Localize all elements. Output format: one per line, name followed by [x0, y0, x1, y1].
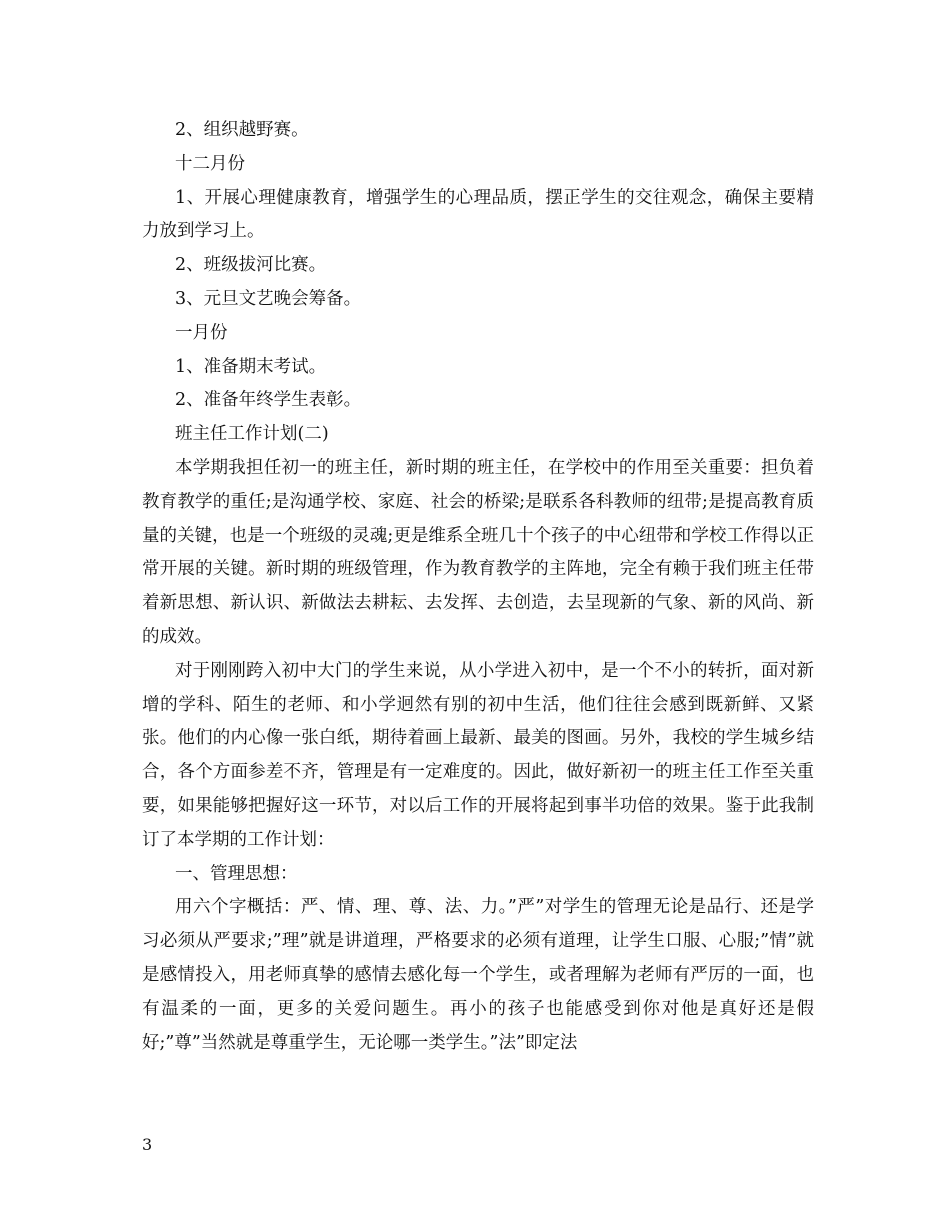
paragraph: 2、班级拔河比赛。 — [175, 255, 327, 276]
paragraph: 2、准备年终学生表彰。 — [175, 390, 362, 411]
paragraph: 对于刚刚跨入初中大门的学生来说，从小学进入初中，是一个不小的转折，面对新增的学科、陌生的老师、和小学迥然有别的初中生活，他们往往会感到既新鲜、又紧张。他们的内心像一张白纸，期待着画上最新、最美的图画。另外，我校的学生城乡结合，各个方面参差不齐，管理是有一定难度的。因此，做好新初一的班主任工作至关重要，如果能够把握好这一环节，对以后工作的开展将起到事半功倍的效果。鉴于此我制订了本学期的工作计划： — [142, 660, 814, 850]
paragraph: 1、准备期末考试。 — [175, 356, 327, 377]
paragraph: 用六个字概括：严、情、理、尊、法、力。”严”对学生的管理无论是品行、还是学习必须从严要求;”理”就是讲道理，严格要求的必须有道理，让学生口服、心服;”情”就是感情投入，用老师真挚的感情去感化每一个学生，或者理解为老师有严厉的一面，也有温柔的一面，更多的关爱问题生。再小的孩子也能感受到你对他是真好还是假好;”尊”当然就是尊重学生，无论哪一类学生。”法”即定法 — [142, 897, 814, 1053]
section-heading: 十二月份 — [175, 153, 245, 174]
paragraph: 2、组织越野赛。 — [175, 120, 309, 140]
document-body — [142, 114, 814, 1060]
document-title: 班主任工作计划(二) — [175, 424, 329, 445]
section-heading: 一、管理思想： — [175, 863, 298, 884]
paragraph: 本学期我担任初一的班主任，新时期的班主任，在学校中的作用至关重要：担负着教育教学的重任;是沟通学校、家庭、社会的桥梁;是联系各科教师的纽带;是提高教育质量的关键，也是一个班级的灵魂;更是维系全班几十个孩子的中心纽带和学校工作得以正常开展的关键。新时期的班级管理，作为教育教学的主阵地，完全有赖于我们班主任带着新思想、新认识、新做法去耕耘、去发挥、去创造，去呈现新的气象、新的风尚、新的成效。 — [142, 457, 814, 647]
page-number: 3 — [142, 1135, 153, 1154]
paragraph: 1、开展心理健康教育，增强学生的心理品质，摆正学生的交往观念，确保主要精力放到学习上。 — [142, 187, 814, 242]
section-heading: 一月份 — [175, 322, 228, 343]
paragraph: 3、元旦文艺晚会筹备。 — [175, 288, 362, 309]
